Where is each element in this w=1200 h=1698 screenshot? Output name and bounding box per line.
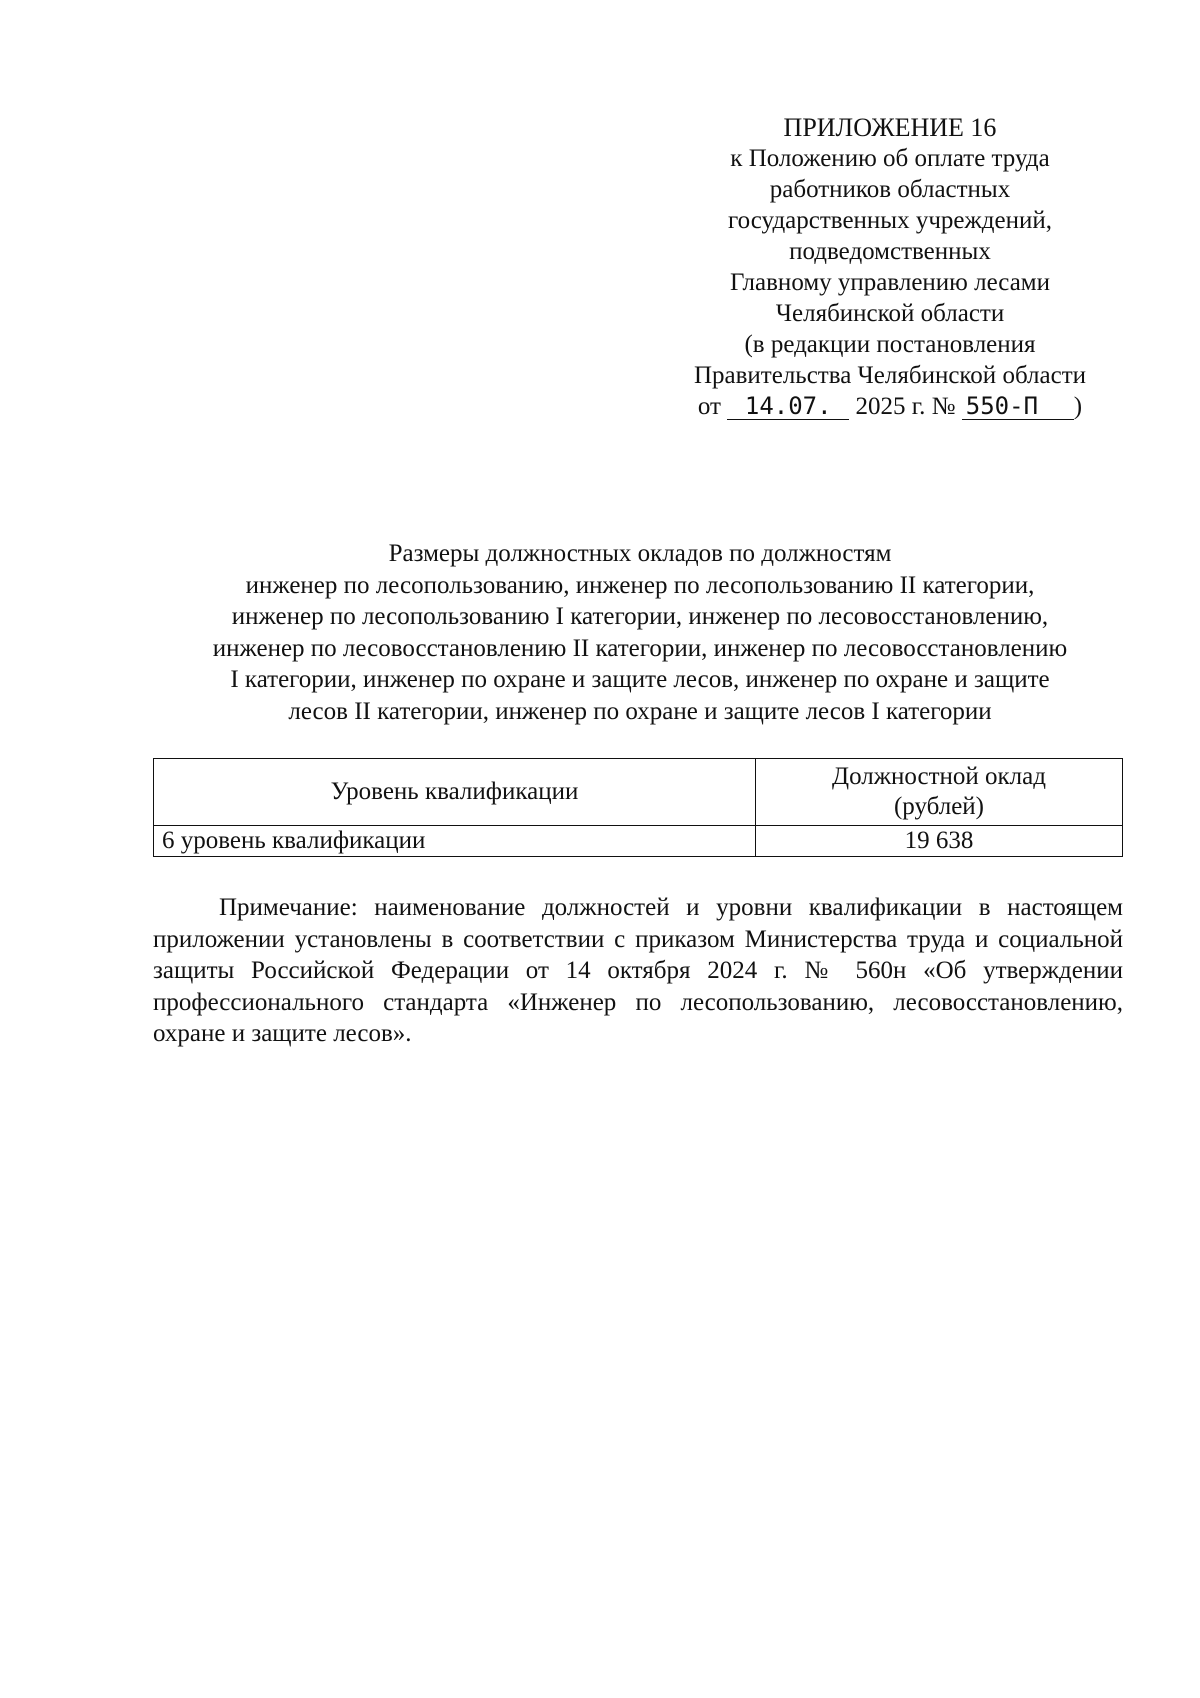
appendix-line: Челябинской области xyxy=(775,300,1005,327)
cell-salary-value: 19 638 xyxy=(756,826,1123,857)
cell-qualification-level: 6 уровень квалификации xyxy=(154,826,756,857)
date-prefix: от xyxy=(697,393,721,420)
header-salary-line: Должностной оклад xyxy=(832,763,1046,790)
title-line: I категории, инженер по охране и защите лесов, инженер по охране и защите xyxy=(230,666,1050,693)
title-line: Размеры должностных окладов по должностям xyxy=(388,540,892,567)
header-salary xyxy=(756,759,1123,826)
title-line: инженер по лесопользованию I категории, инженер по лесовосстановлению, xyxy=(231,603,1049,630)
header-qualification: Уровень квалификации xyxy=(154,759,756,826)
table-header-row xyxy=(154,759,1123,826)
appendix-line: Правительства Челябинской области xyxy=(693,362,1087,389)
date-suffix: ) xyxy=(1073,393,1083,420)
appendix-line: подведомственных xyxy=(789,238,991,265)
header-salary-unit: (рублей) xyxy=(893,793,985,820)
title-line: инженер по лесопользованию, инженер по лесопользованию II категории, xyxy=(245,571,1035,599)
doc-number-field: 550-П xyxy=(962,393,1074,420)
appendix-line: Главному управлению лесами xyxy=(729,269,1051,296)
note-paragraph: Примечание: наименование должностей и уровни квалификации в настоящем приложении установлены в соответствии с приказом Министерства труда и социальной защиты Российской Федерации от 14 октября 2024 г. № 560н «Об утверждении профессионального стандарта «Инженер по лесопользованию, лесовосстановлению, охране и защите лесов». xyxy=(153,894,1123,1047)
document-title xyxy=(150,538,1130,727)
salary-table xyxy=(153,758,1123,857)
table-row xyxy=(154,826,1123,857)
appendix-block xyxy=(660,112,1120,422)
resolution-date-line xyxy=(660,391,1120,422)
title-line: лесов II категории, инженер по охране и защите лесов I категории xyxy=(288,697,992,725)
appendix-heading: ПРИЛОЖЕНИЕ 16 xyxy=(783,113,997,142)
date-year: 2025 г. № xyxy=(855,393,956,420)
appendix-line: к Положению об оплате труда xyxy=(730,145,1050,172)
appendix-line: работников областных xyxy=(769,176,1011,203)
appendix-line: (в редакции постановления xyxy=(744,331,1036,358)
appendix-line: государственных учреждений, xyxy=(728,207,1052,234)
date-field: 14.07. xyxy=(727,393,849,420)
title-line: инженер по лесовосстановлению II категории, инженер по лесовосстановлению xyxy=(212,634,1068,662)
